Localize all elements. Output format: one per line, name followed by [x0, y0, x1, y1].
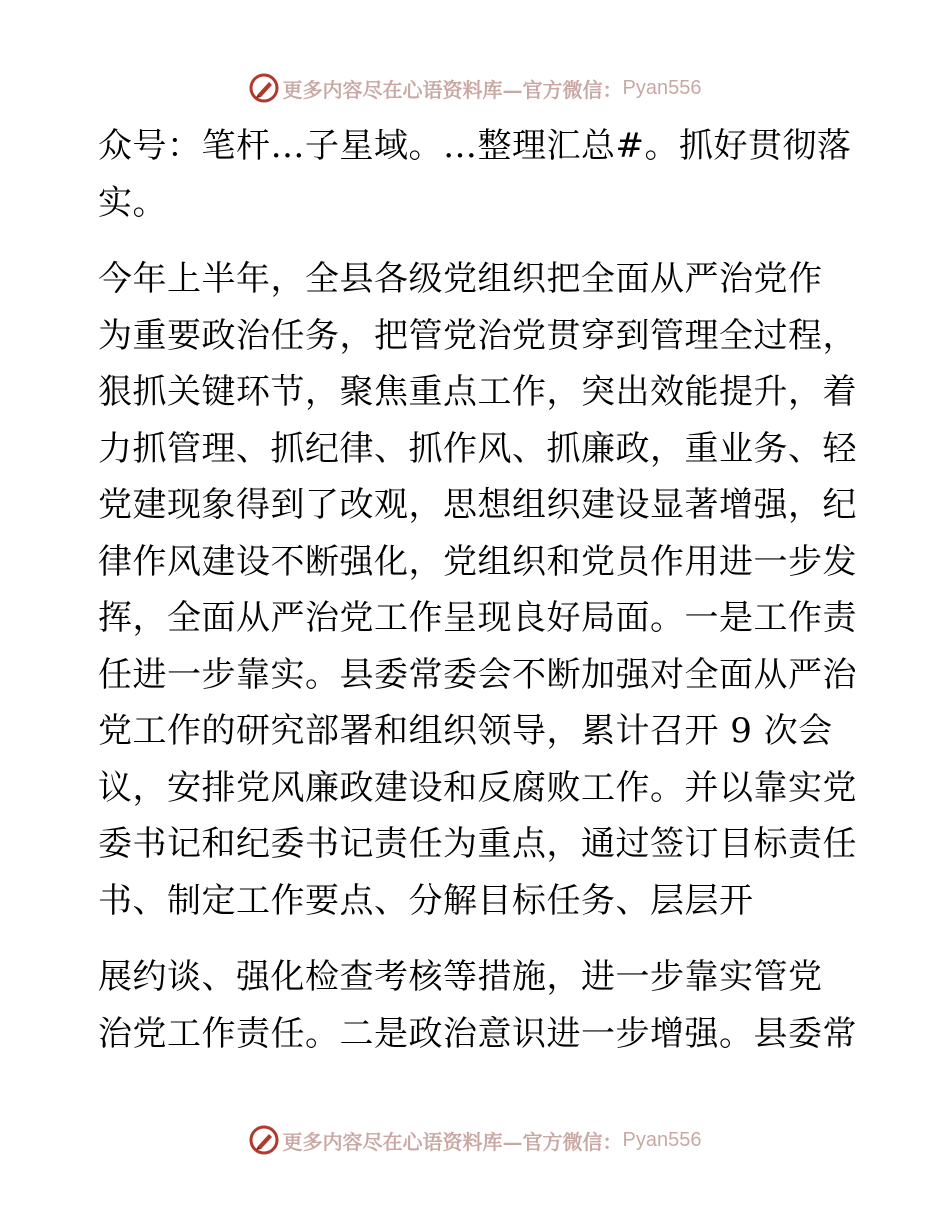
- text-line: 展约谈、强化检查考核等措施，进一步靠实管党: [98, 957, 823, 997]
- footer-watermark: [0, 1120, 950, 1160]
- text-line: 实。: [98, 182, 167, 223]
- text-line: 今年上半年，全县各级党组织把全面从严治党作: [98, 259, 823, 299]
- text-line: 为重要政治任务，把管党治党贯穿到管理全过程，: [98, 315, 857, 356]
- footer-watermark-id: Pyan556: [622, 1128, 702, 1151]
- text-line: 众号：笔杆…子星域。…整理汇总#。抓好贯彻落: [98, 126, 852, 166]
- text-line: 党建现象得到了改观，思想组织建设显著增强，纪: [98, 485, 857, 525]
- paragraph-2: [98, 251, 858, 929]
- text-line: 议，安排党风廉政建设和反腐败工作。并以靠实党: [98, 767, 857, 808]
- text-line: 狠抓关键环节，聚焦重点工作，突出效能提升，着: [98, 372, 857, 412]
- header-watermark-id: Pyan556: [622, 76, 702, 99]
- text-line: 挥，全面从严治党工作呈现良好局面。一是工作责: [98, 598, 857, 638]
- text-line: 力抓管理、抓纪律、抓作风、抓廉政，重业务、轻: [98, 428, 857, 469]
- text-line: 党工作的研究部署和组织领导，累计召开 9 次会: [98, 711, 833, 751]
- document-body: [98, 118, 858, 1062]
- text-line: 治党工作责任。二是政治意识进一步增强。县委常: [98, 1013, 857, 1054]
- paragraph-3: [98, 949, 858, 1062]
- text-line: 律作风建设不断强化，党组织和党员作用进一步发: [98, 541, 857, 582]
- text-line: 委书记和纪委书记责任为重点，通过签订目标责任: [98, 824, 857, 864]
- text-line: 任进一步靠实。县委常委会不断加强对全面从严治: [98, 654, 857, 695]
- brand-logo-icon: [249, 73, 279, 103]
- brand-logo-icon: [249, 1125, 279, 1155]
- paragraph-1: [98, 118, 858, 231]
- footer-watermark-text: 更多内容尽在心语资料库—官方微信：: [282, 1129, 623, 1154]
- header-watermark: [0, 68, 950, 108]
- header-watermark-text: 更多内容尽在心语资料库—官方微信：: [282, 77, 623, 102]
- text-line: 书、制定工作要点、分解目标任务、层层开: [98, 880, 754, 921]
